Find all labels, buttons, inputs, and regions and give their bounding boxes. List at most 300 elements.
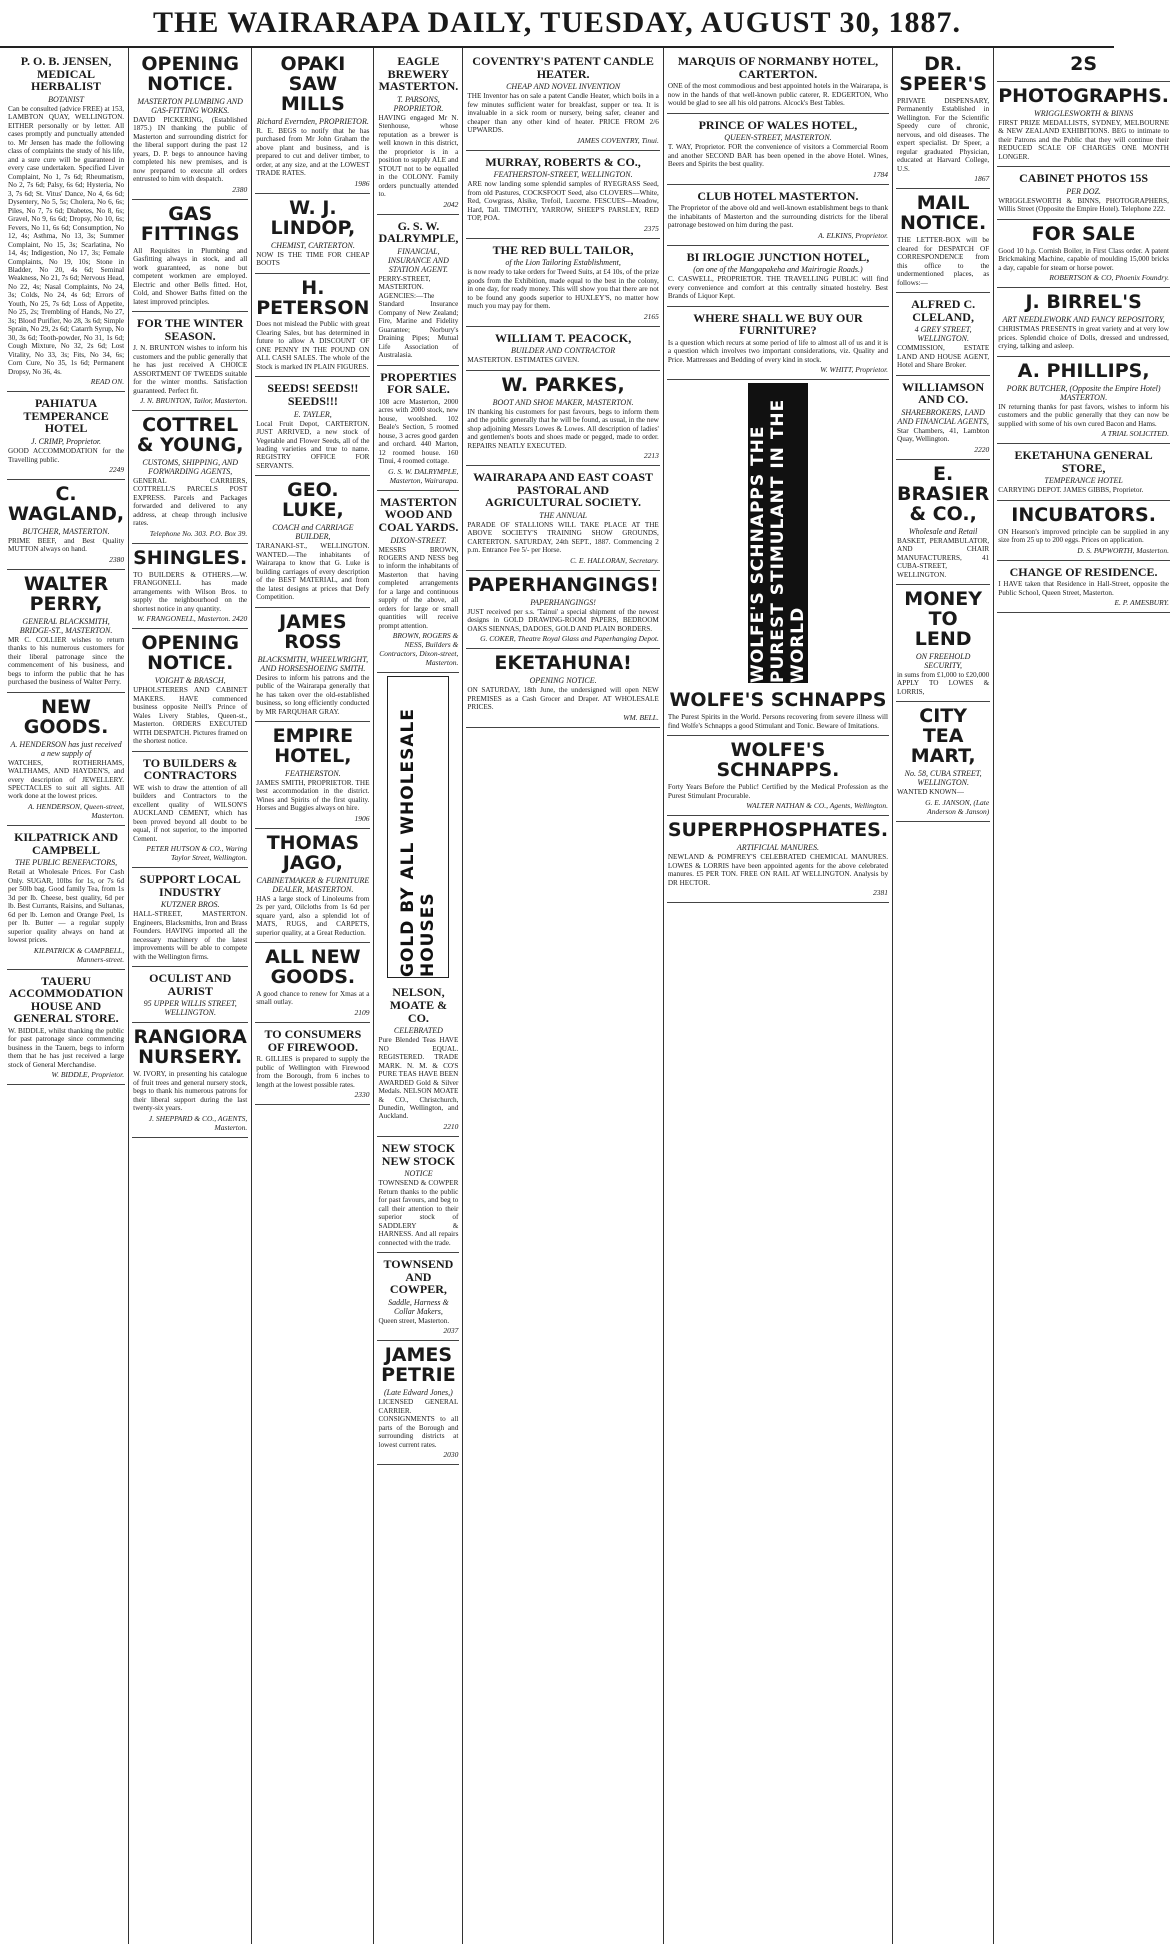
ad-title: WILLIAMSON AND CO.: [902, 379, 985, 407]
ad-title: W. PARKES,: [501, 373, 625, 396]
ad-subtitle: FEATHERSTON.: [284, 768, 341, 778]
ad-body: TARANAKI-ST., WELLINGTON. WANTED.—The inhabitants of Wairarapa to know that G. Luke is building carriages of every description of the BEST MATERIAL, and from the latest designs at prices that Defy Competition.: [256, 542, 370, 602]
ad-meta: A TRIAL SOLICITED.: [1101, 429, 1169, 439]
advertisement: [132, 544, 248, 629]
column-4: [374, 48, 463, 1944]
ad-subtitle: J. CRIMP, Proprietor.: [31, 437, 102, 447]
ad-subtitle: No. 58, CUBA STREET, WELLINGTON.: [904, 769, 982, 788]
ad-title: CLUB HOTEL MASTERTON.: [697, 188, 859, 203]
ad-title: RANGIORA NURSERY.: [133, 1026, 247, 1069]
ad-meta: 2380: [109, 554, 125, 564]
ad-meta: W. WHITT, Proprietor.: [820, 365, 889, 375]
ad-body: IN returning thanks for past favors, wishes to inform his customers and the public generally that they can now be supplied with some of his own cured Bacon and Hams.: [998, 402, 1169, 428]
ad-meta: A. ELKINS, Proprietor.: [818, 230, 889, 240]
ad-title: EMPIRE HOTEL,: [272, 725, 354, 767]
ad-title: P. O. B. JENSEN, MEDICAL HERBALIST: [20, 54, 112, 94]
advertisement: [466, 239, 659, 327]
ad-meta: D. S. PAPWORTH, Masterton.: [1077, 545, 1169, 555]
ad-subtitle: ART NEEDLEWORK AND FANCY REPOSITORY,: [1002, 315, 1165, 325]
ad-subtitle: T. PARSONS, PROPRIETOR.: [393, 94, 444, 113]
ad-body: WE wish to draw the attention of all builders and Contractors to the excellent quality of WILSON'S AUCKLAND CEMENT, which has been proved beyond all doubt to be equal, if not superior, to the imported Cement.: [133, 783, 248, 843]
ad-body: W. BIDDLE, whilst thanking the public for past patronage since commencing business in the Tauern, begs to inform them that he has just received a large stock of General Merchandise.: [8, 1026, 125, 1069]
ad-title: TAUERU ACCOMMODATION HOUSE AND GENERAL STORE.: [8, 973, 124, 1026]
ad-meta: 2042: [443, 199, 459, 209]
ad-title: GAS FITTINGS: [140, 202, 240, 245]
masthead-title: THE WAIRARAPA DAILY, TUESDAY, AUGUST 30, 1887.: [153, 6, 961, 39]
advertisement: [377, 1253, 459, 1341]
ad-subtitle: PAPERHANGINGS!: [530, 597, 596, 607]
column-2: [129, 48, 252, 1944]
column-3: [252, 48, 374, 1944]
ad-meta: 2249: [109, 465, 125, 475]
advertisement: [132, 868, 248, 967]
advertisement: [255, 943, 370, 1023]
ad-meta: PETER HUTSON & CO., Waring Taylor Street, Wellington.: [146, 844, 248, 863]
ad-body: R. E. BEGS to notify that he has purchased from Mr John Graham the above plant and business, and is prepared to cut and deliver timber, to order, at any size, and at the LOWEST TRADE RATES.: [256, 126, 370, 178]
ad-body: MESSRS BROWN, ROGERS AND NESS beg to inform the inhabitants of Masterton that having completed arrangements for a large and continuous supply of the above, all orders for large or small quantities will receive prompt attention.: [378, 545, 459, 630]
ad-subtitle: VOIGHT & BRASCH,: [154, 676, 226, 686]
ad-body: COMMISSION, ESTATE LAND AND HOUSE AGENT, Hotel and Share Broker.: [897, 344, 990, 370]
ad-meta: W. FRANGONELL, Masterton. 2420: [137, 614, 248, 624]
advertisement: [997, 501, 1170, 561]
ad-title: KILPATRICK AND CAMPBELL: [14, 829, 118, 857]
advertisement: [132, 50, 248, 200]
ad-meta: 2037: [443, 1326, 459, 1336]
advertisement: [7, 693, 125, 826]
ad-body: NOW IS THE TIME FOR CHEAP BOOTS: [256, 250, 370, 268]
ad-body: WANTED KNOWN—: [897, 788, 964, 797]
ad-body: T. WAY, Proprietor. FOR the convenience of visitors a Commercial Room and another SECOND BAR has been opened in the above Hotel. Wines, Beers and Spirits the best quality.: [667, 143, 889, 169]
ad-title: FOR SALE: [1031, 222, 1136, 245]
ad-meta: E. P. AMESBURY.: [1114, 598, 1169, 608]
ad-title: FOR THE WINTER SEASON.: [137, 316, 244, 343]
ad-meta: J. N. BRUNTON, Tailor, Masterton.: [139, 396, 248, 406]
ad-title: EKETAHUNA!: [494, 652, 632, 675]
ad-subtitle: QUEEN-STREET, MASTERTON.: [724, 133, 832, 143]
ad-title: 2S: [1070, 53, 1098, 75]
advertisement: [466, 50, 659, 151]
ad-body: IN thanking his customers for past favours, begs to inform them and the public generally that he will be found, as usual, in the new shop adjoining Messrs Lowes & Lowes. All description of ladies' and gentlemen's boots and shoes made or pegged, made to order. REPAIRS NEATLY EXECUTED.: [467, 407, 659, 450]
ad-title: C. WAGLAND,: [8, 483, 125, 525]
ad-subtitle: ARTIFICIAL MANURES.: [736, 843, 819, 853]
ad-subtitle: (on one of the Mangapakeha and Mairirogie Roads.): [693, 265, 863, 275]
advertisement: [255, 829, 370, 943]
ad-meta: G. S. W. DALRYMPLE, Masterton, Wairarapa.: [388, 466, 459, 485]
ad-body: MASTERTON. ESTIMATES GIVEN.: [467, 356, 580, 365]
advertisement: [377, 50, 459, 215]
ad-meta: ROBERTSON & CO, Phoenix Foundry.: [1049, 273, 1169, 283]
ad-body: HAS a large stock of Linoleums from 2s per yard, Oilcloths from 1s 6d per square yard, also a splendid lot of MATS, RUGS, and CARPETS, superior quality, at a Great Reduction.: [256, 894, 370, 937]
ad-body: WATCHES, ROTHERHAMS, WALTHAMS, AND HAYDEN'S, and every description of JEWELLERY. SPECTACLES to suit all sights. All work done at the lowest prices.: [8, 758, 125, 801]
ad-title: NELSON, MOATE & CO.: [389, 985, 448, 1025]
ad-body: ONE of the most commodious and best appointed hotels in the Wairarapa, is now in the hands of that well-known public caterer, R. EDGERTON, Who would be glad to see all his old patrons. Alcock's Best Tables.: [667, 82, 889, 108]
ad-body: CARRYING DEPOT. JAMES GIBBS, Proprietor.: [998, 486, 1144, 495]
ad-body: HALL-STREET, MASTERTON. Engineers, Blacksmiths, Iron and Brass Founders. HAVING imported all the necessary machinery of the latest improvements will be able to compete with the Wellington firms.: [133, 910, 248, 961]
ad-body: Can be consulted (advice FREE) at 153, LAMBTON QUAY, WELLINGTON. EITHER personally or by letter. All cases promptly and punctually attended to. Mr Jensen has made the following class of complaints the study of his life, and a sure cure will be guaranteed in every case undertaken. Specified Liver Complaint, No 1, 7s 6d; Rheumatism, No 2, 7s 6d; Palsy, 6s 6d; Hysteria, No 3, 7s 6d; St. Vitus' Dance, No 4, 6s 6d; Dysentery, No 5, 5s; Cholera, No 6, 6s; Piles, No 7, 7s 6d; Diabetes, No 8, 6s; Gravel, No 9, 6s 6d; Dropsy, No 10, 6s; Fevers, No 11, 6s 6d; Consumption, No 12, 4s; Asthma, No 13, 3s; Summer Complaint, No 15, 3s; Scarlatina, No 14, 4s; Indigestion, No 17, 3s; Female Complaints, No 19, 10s; Stone in Bladder, No 20, 4s 6d; Seminal Weakness, No 21, 7s 6d; Nervous Head, No 22, 4s; Nasal Complaints, No 24, 3s; Colds, No 24, 4s 6d; Errors of Youth, No 25, 7s 6d; Loss of Appetite, No 25, 2s; Trembling of Hands, No 27, 3s; Blood Purifier, No 28, 3s 6d; Simple Sprain, No 29, 2s 6d; Catarrh Syrup, No 30, 3s 6d; Tooth-powder, No 31, 1s 6d; Cough Mixture, No 32, 2s 6d; Lost Vitality, No 33, 3s; Fits, No 34, 6s; Corn Cure, No 35, 1s 6d; Permanent Dropsy, No 36, 4s.: [8, 104, 125, 376]
ad-title: SUPPORT LOCAL INDUSTRY: [139, 872, 241, 899]
ad-body: W. IVORY, in presenting his catalogue of fruit trees and general nursery stock, begs to thank his numerous patrons for their liberal support during the last twenty-six years.: [133, 1070, 248, 1113]
advertisement: [466, 466, 659, 571]
advertisement: [377, 491, 459, 674]
advertisement: [132, 1023, 248, 1137]
ad-subtitle: FEATHERSTON-STREET, WELLINGTON.: [493, 170, 633, 180]
ad-subtitle: MASTERTON PLUMBING AND GAS-FITTING WORKS.: [137, 96, 243, 115]
advertisement: [667, 114, 889, 185]
ad-subtitle: of the Lion Tailoring Establishment,: [505, 258, 621, 268]
advertisement: [667, 307, 889, 381]
ad-title: MONEY TO LEND: [904, 588, 982, 650]
ad-subtitle: CUSTOMS, SHIPPING, AND FORWARDING AGENTS,: [142, 457, 239, 476]
ad-body: All Requisites in Plumbing and Gasfitting always in stock, and all work guaranteed, as none but competent workmen are employed. Electric and other Bells fitted. Hot, Cold, and Shower Baths fitted on the latest improved principles.: [133, 246, 248, 306]
ad-title: WHERE SHALL WE BUY OUR FURNITURE?: [693, 310, 863, 338]
ad-meta: 2330: [354, 1090, 370, 1100]
advertisement: [132, 200, 248, 312]
ad-title: WOLFE'S SCHNAPPS: [669, 689, 887, 712]
ad-title: WOLFE'S SCHNAPPS.: [716, 739, 840, 782]
masthead: [0, 0, 1114, 48]
advertisement: [997, 50, 1170, 82]
ad-body: WRIGGLESWORTH & BINNS, PHOTOGRAPHERS, Willis Street (Opposite the Empire Hotel). Telephone 222.: [998, 196, 1169, 214]
ad-body: The Purest Spirits in the World. Persons recovering from severe illness will find Wolfe's Schnapps a good Stimulant and Tonic. Beware of Imitations.: [667, 713, 889, 730]
ad-subtitle: BLACKSMITH, WHEELWRIGHT, AND HORSESHOEING SMITH.: [257, 654, 369, 673]
advertisement: [377, 1341, 459, 1465]
ad-body: PRIVATE DISPENSARY, Permanently Established in Wellington. For the Scientific Speedy cure of chronic, nervous, and old diseases. The expert specialist. Dr Speer, a regular graduated Physician, educated at Harvard College, U.S.: [897, 96, 990, 173]
column-5: [463, 48, 663, 1944]
ad-subtitle: BUILDER AND CONTRACTOR: [511, 346, 616, 356]
ad-subtitle: CHEAP AND NOVEL INVENTION: [506, 82, 621, 92]
ad-title: H. PETERSON: [256, 276, 370, 319]
ad-title: EAGLE BREWERY MASTERTON.: [378, 54, 459, 94]
ad-body: MR C. COLLIER wishes to return thanks to his numerous customers for their liberal patronage since the commencement of his business, and begs to inform the public that he has purchased the business of Walter Perry.: [8, 635, 125, 687]
ad-body: GOOD ACCOMMODATION for the Travelling public.: [8, 447, 125, 464]
advertisement: [255, 608, 370, 722]
schnapps-band-graphic: [748, 383, 808, 683]
ad-body: TO BUILDERS & OTHERS.—W. FRANGONELL has made arrangements with Wilson Bros. to supply the neighbourhood on the shortest notice in any quantity.: [133, 570, 248, 613]
ad-body: CHRISTMAS PRESENTS in great variety and at very low prices. Splendid choice of Dolls, dressed and undressed, crying, talking and asleep.: [998, 325, 1169, 351]
ad-body: JUST received per s.s. 'Tainui' a special shipment of the newest designs in GOLD DRAWING-ROOM PAPERS, BEDROOM OAKS SIENNAS, DADOES, GOLD AND PLAIN BORDERS.: [467, 607, 659, 633]
advertisement: [132, 967, 248, 1023]
ad-body: is now ready to take orders for Tweed Suits, at £4 10s, of the prize goods from the Exhibition, made equal to the best in the colony, in one day, for ready money. This will show you that there are not to be found any goods superior to HUXLEY'S, no matter how much you may pay for them.: [467, 268, 659, 311]
ad-subtitle: PORK BUTCHER, (Opposite the Empire Hotel) MASTERTON.: [1006, 383, 1161, 402]
advertisement: [255, 1023, 370, 1105]
ad-title: OPAKI SAW MILLS: [280, 53, 346, 115]
ad-subtitle: CHEMIST, CARTERTON.: [270, 240, 355, 250]
ad-title: G. S. W. DALRYMPLE,: [378, 218, 459, 246]
ad-subtitle: BOOT AND SHOE MAKER, MASTERTON.: [492, 397, 634, 407]
column-7: [893, 48, 994, 1944]
ad-title: DR. SPEER'S: [899, 53, 987, 95]
ad-title: MARQUIS OF NORMANBY HOTEL, CARTERTON.: [677, 54, 879, 81]
ad-body: Good 10 h.p. Cornish Boiler, in First Class order. A patent Brickmaking Machine, capable of moulding 15,000 bricks a day, capable for steam or horse power.: [998, 246, 1169, 272]
ad-title: THOMAS JAGO,: [266, 831, 360, 874]
advertisement: [7, 480, 125, 570]
advertisement: [466, 327, 659, 371]
ad-title: J. BIRREL'S: [1025, 291, 1142, 314]
advertisement: [667, 246, 889, 307]
ad-title: OPENING NOTICE.: [141, 53, 239, 95]
advertisement: [997, 167, 1170, 220]
advertisement: [896, 189, 990, 293]
ad-meta: KILPATRICK & CAMPBELL, Manners-street.: [33, 945, 125, 964]
ad-meta: 2213: [643, 451, 659, 461]
advertisement: [667, 736, 889, 816]
advertisement: [997, 288, 1170, 356]
ad-body: Local Fruit Depot, CARTERTON. JUST ARRIVED, a new stock of Vegetable and Flower Seeds, all of the leading varieties and true to name. REGISTRY OFFICE FOR SERVANTS.: [256, 419, 370, 470]
ad-meta: Telephone No. 303. P.O. Box 39.: [149, 528, 248, 538]
ad-body: BASKET, PERAMBULATOR, AND CHAIR MANUFACTURERS, 41 CUBA-STREET, WELLINGTON.: [897, 536, 990, 579]
advertisement: [997, 220, 1170, 288]
ad-meta: G. E. JANSON, (Late Anderson & Janson): [925, 797, 990, 816]
ad-subtitle: KUTZNER BROS.: [160, 900, 220, 910]
ad-body: GENERAL CARRIERS, COTTRELL'S PARCELS POST EXPRESS. Parcels and Packages forwarded and delivered to any address, at cheap through inclusive rates.: [133, 476, 248, 528]
advertisement: [667, 686, 889, 736]
ad-body: TOWNSEND & COWPER Return thanks to the public for past favours, and beg to call their attention to their superior stock of SADDLERY & HARNESS. And all repairs connected with the trade.: [378, 1179, 459, 1247]
ad-title: ALFRED C. CLELAND,: [911, 297, 976, 324]
ad-meta: 2375: [643, 223, 659, 233]
ad-title: W. J. LINDOP,: [270, 196, 356, 239]
advertisement: [466, 649, 659, 727]
advertisement: [7, 570, 125, 693]
ad-title: NEW GOODS.: [23, 695, 109, 738]
advertisement: [896, 585, 990, 702]
ad-subtitle: BUTCHER, MASTERTON.: [22, 526, 110, 536]
ad-body: JAMES SMITH, PROPRIETOR. THE best accommodation in the district. Wines and Spirits of the first quality. Horses and Buggies always on hire.: [256, 778, 370, 813]
advertisement: [466, 151, 659, 239]
ad-title: JAMES PETRIE: [381, 1344, 456, 1387]
ad-subtitle: CELEBRATED: [393, 1026, 443, 1036]
advertisement: [896, 50, 990, 189]
ad-subtitle: BOTANIST: [48, 94, 84, 104]
ad-title: SEEDS! SEEDS!! SEEDS!!!: [267, 381, 359, 408]
ad-subtitle: GENERAL BLACKSMITH, BRIDGE-ST., MASTERTON.: [19, 616, 113, 635]
advertisement: [997, 82, 1170, 167]
advertisement: [896, 460, 990, 585]
ad-body: ARE now landing some splendid samples of RYEGRASS Seed, from old Pastures, COCKSFOOT Seed, also CLOVERS—White, Red, Cowgrass, Alsike, Trefoil, Lucerne. FESCUES—Meadow, Hard, Tall. TIMOTHY, YARROW, SHEEP'S PARSLEY, RED TOP, POA.: [467, 180, 659, 223]
advertisement: [132, 629, 248, 751]
advertisement: [896, 376, 990, 460]
advertisement: [255, 476, 370, 607]
ad-subtitle: 95 UPPER WILLIS STREET, WELLINGTON.: [143, 999, 237, 1018]
ad-body: THE Inventor has on sale a patent Candle Heater, which boils in a few minutes sufficient water for breakfast, supper or tea. It is invaluable in a sick room or nursery, being safer, cleaner and cheaper than any other kind of heater. PRICE FROM 2/6 UPWARDS.: [467, 92, 659, 135]
ad-body: LICENSED GENERAL CARRIER. CONSIGNMENTS to all parts of the Borough and surrounding districts at lowest current rates.: [378, 1398, 459, 1449]
advertisement: [997, 561, 1170, 614]
ad-title: MAIL NOTICE.: [900, 192, 987, 235]
advertisement: [255, 722, 370, 829]
ad-title: SUPERPHOSPHATES.: [667, 819, 889, 842]
ad-body: PERRY-STREET, MASTERTON. AGENCIES:—The Standard Insurance Company of New Zealand; Fire, Marine and Fidelity Guarantee; Norbury's Draining Pipes; Mutual Life Association of Australasia.: [378, 274, 459, 360]
ad-title: SHINGLES.: [133, 546, 248, 569]
ad-title: CABINET PHOTOS 15S: [1019, 171, 1149, 186]
gold-band-text: GOLD BY ALL WHOLESALE HOUSES: [398, 708, 439, 978]
ad-subtitle: PER DOZ.: [1066, 186, 1101, 196]
advertisement: [896, 293, 990, 376]
ad-subtitle: TEMPERANCE HOTEL: [1044, 476, 1123, 486]
ad-title: PROPERTIES FOR SALE.: [380, 369, 457, 397]
advertisement: [667, 50, 889, 114]
ad-title: TOWNSEND AND COWPER,: [383, 1257, 454, 1297]
column-6: [664, 48, 893, 1944]
advertisement: [466, 371, 659, 466]
ad-body: ON SATURDAY, 18th June, the undersigned will open NEW PREMISES as a Cash Grocer and Draper. AT WHOLESALE PRICES.: [467, 686, 659, 712]
ad-meta: 2210: [443, 1121, 459, 1131]
ad-title: MURRAY, ROBERTS & CO.,: [485, 154, 641, 169]
ad-subtitle: (Late Edward Jones,): [384, 1388, 453, 1398]
ad-title: THE RED BULL TAILOR,: [492, 242, 634, 257]
ad-body: HAVING engaged Mr N. Stenhouse, whose reputation as a brewer is well known in this district, the proprietor is in a position to supply ALE and STOUT not to be equalled in the COLONY. Family orders punctually attended to.: [378, 113, 459, 199]
ad-meta: 2381: [873, 888, 889, 898]
ad-body: Forty Years Before the Public! Certified by the Medical Profession as the Purest Stimulant Procurable.: [667, 783, 889, 800]
ad-meta: 2030: [443, 1450, 459, 1460]
ad-body: Pure Blended Teas HAVE NO EQUAL. REGISTERED. TRADE MARK. N. M. & CO'S PURE TEAS HAVE BEEN AWARDED Gold & Silver Medals. NELSON MOATE & CO., Christchurch, Dunedin, Wellington, and Auckland.: [378, 1036, 459, 1121]
advertisement: [7, 970, 125, 1086]
ad-body: PARADE OF STALLIONS WILL TAKE PLACE AT THE ABOVE SOCIETY'S TRAINING SHOW GROUNDS, CARTERTON. SATURDAY, 24th SEPT., 1887. Commencing 2 p.m. Entrance Fee 5/- per Horse.: [467, 520, 659, 555]
ad-body: Is a question which recurs at some period of life to almost all of us and it is a question which involves two important considerations, viz. Quality and Price. Mattresses and Bedding of every kind in stock.: [667, 338, 889, 364]
ad-subtitle: ON FREEHOLD SECURITY,: [915, 651, 971, 670]
ad-body: PRIME BEEF, and Best Quality MUTTON always on hand.: [8, 536, 125, 554]
ad-body: The Proprietor of the above old and well-known establishment begs to thank the inhabitants of Masterton and the surrounding districts for the liberal patronage bestowed on him during the past.: [667, 204, 889, 230]
ad-meta: JAMES COVENTRY, Tinui.: [576, 135, 659, 145]
ad-body: Desires to inform his patrons and the public of the Wairarapa generally that he has taken over the old-established business, so long efficiently conducted by MR FARQUHAR GRAY.: [256, 673, 370, 716]
advertisement: [997, 444, 1170, 501]
ad-title: NEW STOCK NEW STOCK: [381, 1140, 456, 1168]
ad-subtitle: THE ANNUAL: [539, 510, 587, 520]
ad-body: I HAVE taken that Residence in Hall-Street, opposite the Public School, Queen Street, Masterton.: [998, 580, 1169, 597]
ad-body: in sums from £1,000 to £20,000 APPLY TO LOWES & LORRIS,: [897, 670, 990, 696]
advertisement: [377, 1137, 459, 1253]
ad-title: WALTER PERRY,: [23, 572, 109, 615]
ad-title: PAPERHANGINGS!: [467, 573, 659, 596]
advertisement: [7, 50, 125, 392]
ad-meta: 2109: [354, 1007, 370, 1017]
ad-title: WAIRARAPA AND EAST COAST PASTORAL AND AGRICULTURAL SOCIETY.: [473, 470, 654, 510]
advertisement: [132, 312, 248, 411]
ad-body: ON Hearson's improved principle can be supplied in any size from 25 up to 200 eggs. Prices on application.: [998, 527, 1169, 545]
ad-title: TO BUILDERS & CONTRACTORS: [142, 755, 238, 783]
ad-title: PRINCE OF WALES HOTEL,: [698, 117, 858, 132]
advertisement: [7, 826, 125, 970]
ad-meta: 2165: [643, 311, 659, 321]
ad-title: TO CONSUMERS OF FIREWOOD.: [264, 1026, 362, 1054]
ad-meta: READ ON.: [90, 377, 125, 387]
ad-meta: 1986: [354, 178, 370, 188]
ad-meta: W. BIDDLE, Proprietor.: [51, 1070, 125, 1080]
advertisement: [377, 981, 459, 1137]
ad-body: A good chance to renew for Xmas at a small outlay.: [256, 989, 370, 1007]
ad-body: Does not mislead the Public with great Clearing Sales, but has determined in future to allow A DISCOUNT OF ONE PENNY IN THE POUND ON ALL CASH SALES. The whole of the Stock is marked IN PLAIN FIGURES.: [256, 320, 370, 371]
ad-title: A. PHILLIPS,: [1017, 359, 1150, 382]
ad-subtitle: Richard Evernden, PROPRIETOR.: [256, 116, 369, 126]
advertisement: [466, 571, 659, 649]
ad-subtitle: COACH and CARRIAGE BUILDER,: [272, 523, 354, 542]
ad-title: BI IRLOGIE JUNCTION HOTEL,: [686, 249, 870, 264]
ad-body: THE LETTER-BOX will be cleared for DESPATCH OF CORRESPONDENCE from this office to the undermentioned places, as follows:—: [897, 236, 990, 287]
ad-meta: 1784: [873, 169, 889, 179]
advertisement: [255, 194, 370, 274]
ad-subtitle: THE PUBLIC BENEFACTORS,: [14, 858, 118, 868]
ad-title: WILLIAM T. PEACOCK,: [494, 330, 632, 345]
advertisement: [667, 816, 889, 903]
ad-meta: BROWN, ROGERS & NESS, Builders & Contractors, Dixon-street, Masterton.: [379, 631, 459, 668]
ad-subtitle: Wholesale and Retail: [908, 526, 978, 536]
advertisement: [667, 185, 889, 246]
ad-subtitle: FINANCIAL, INSURANCE AND STATION AGENT.: [387, 246, 449, 274]
ad-subtitle: E. TAYLER,: [293, 409, 332, 419]
ad-meta: C. E. HALLORAN, Secretary.: [570, 555, 659, 565]
ad-title: CITY TEA MART,: [910, 705, 976, 768]
ad-title: OPENING NOTICE.: [141, 632, 239, 675]
ad-meta: J. SHEPPARD & CO., AGENTS, Masterton.: [148, 1113, 248, 1132]
ad-meta: WM. BELL.: [623, 712, 659, 722]
ad-title: CHANGE OF RESIDENCE.: [1009, 564, 1158, 579]
ad-subtitle: SHAREBROKERS, LAND AND FINANCIAL AGENTS,: [897, 407, 989, 426]
ad-title: JAMES ROSS: [279, 610, 347, 653]
ad-body: J. N. BRUNTON wishes to inform his customers and the public generally that he has just received A CHOICE ASSORTMENT OF TWEEDS suitable for the winter months. Satisfaction guaranteed. Perfect fit.: [133, 344, 248, 395]
ad-meta: 2220: [974, 444, 990, 454]
ad-body: Star Chambers, 41, Lambton Quay, Wellington.: [897, 426, 990, 444]
column-1: [4, 48, 129, 1944]
ad-body: 108 acre Masterton, 2000 acres with 2000 stock, new house, woolshed. 102 Beale's Section, 5 roomed house, 3 acres good garden and orchard. 440 Marton, 12 roomed house. 160 Tinui, 4 roomed cottage.: [378, 397, 459, 466]
ad-body: NEWLAND & POMFREY'S CELEBRATED CHEMICAL MANURES. LOWES & LORRIS have been appointed agents for the above celebrated manures. £5 PER TON. FREE ON RAIL AT WELLINGTON. Analysis by DR HECTOR.: [667, 853, 889, 887]
ad-meta: 1867: [974, 174, 990, 184]
schnapps-band-text: WOLFE'S SCHNAPPS THE PUREST STIMULANT IN THE WORLD: [747, 399, 808, 684]
ad-subtitle: NOTICE: [404, 1169, 433, 1179]
ad-title: COTTREL & YOUNG,: [136, 414, 244, 457]
ad-title: OCULIST AND AURIST: [149, 971, 232, 998]
column-8: [994, 48, 1173, 1944]
advertisement: [7, 392, 125, 480]
advertisement: [377, 366, 459, 491]
ad-body: Retail at Wholesale Prices. For Cash Only. SUGAR, 10lbs for 1s, or 7s 6d per 50lb bag. Good family Tea, from 1s 3d per lb. Cheese, best quality, 6d per lb. Best Currants, Raisins, and Sultanas, 6d per lb. Lemon and Orange Peel, 1s per lb. Butter — a regular supply superior quality always on hand at lowest prices.: [8, 868, 125, 945]
ad-meta: 1906: [354, 813, 370, 823]
columns-container: [4, 48, 1169, 1944]
ad-title: GEO. LUKE,: [281, 479, 344, 522]
advertisement: [255, 50, 370, 194]
ad-subtitle: A. HENDERSON has just received a new supply of: [10, 739, 122, 758]
ad-title: INCUBATORS.: [1011, 503, 1156, 526]
ad-subtitle: DIXON-STREET.: [390, 535, 447, 545]
ad-body: R. GILLIES is prepared to supply the public of Wellington with Firewood from the Borough, from 6 inches to length at the lowest possible rates.: [256, 1055, 370, 1089]
ad-subtitle: CABINETMAKER & FURNITURE DEALER, MASTERTON.: [256, 875, 370, 894]
ad-subtitle: WRIGGLESWORTH & BINNS: [1034, 108, 1134, 118]
ad-title: MASTERTON WOOD AND COAL YARDS.: [378, 494, 459, 534]
advertisement: [255, 274, 370, 378]
ad-body: UPHOLSTERERS AND CABINET MAKERS. HAVE commenced business opposite Neill's Prince of Wales Livery Stables, Queen-st., Masterton. ORDERS EXECUTED WITH DESPATCH. Pictures framed on the shortest notice.: [133, 686, 248, 746]
ad-body: Queen street, Masterton.: [378, 1316, 450, 1325]
advertisement: [132, 752, 248, 869]
ad-body: FIRST PRIZE MEDALLISTS, SYDNEY, MELBOURNE & NEW ZEALAND EXHIBITIONS. BEG to intimate to their Patrons and the Public that they will continue their REDUCED SCALE OF CHARGES ONE MONTH LONGER.: [998, 118, 1169, 161]
ad-title: COVENTRY'S PATENT CANDLE HEATER.: [472, 54, 654, 81]
ad-meta: 2380: [232, 184, 248, 194]
ad-body: DAVID PICKERING, (Established 1875.) IN thanking the public of Masterton and surrounding district for the liberal support during the past 12 years, D. P. begs to announce having completed his new premises, and is now prepared to execute all orders entrusted to him with despatch.: [133, 115, 248, 184]
ad-title: ALL NEW GOODS.: [265, 946, 361, 989]
gold-band-graphic: [387, 676, 449, 978]
ad-meta: A. HENDERSON, Queen-street, Masterton.: [27, 801, 125, 820]
advertisement: [997, 357, 1170, 444]
ad-title: E. BRASIER & CO.,: [897, 462, 990, 525]
advertisement: [896, 702, 990, 821]
ad-title: EKETAHUNA GENERAL STORE,: [1014, 448, 1153, 475]
ad-subtitle: OPENING NOTICE.: [529, 676, 597, 686]
advertisement: [377, 215, 459, 366]
advertisement: [255, 377, 370, 476]
ad-body: C. CASWELL, PROPRIETOR. THE TRAVELLING PUBLIC will find every convenience and comfort at this centrally situated hostelry. Best Brands of Liquor Kept.: [667, 275, 889, 301]
ad-subtitle: Saddle, Harness & Collar Makers,: [388, 1297, 449, 1316]
ad-subtitle: 4 GREY STREET, WELLINGTON.: [914, 325, 972, 344]
advertisement: [132, 411, 248, 544]
ad-meta: WALTER NATHAN & CO., Agents, Wellington.: [746, 801, 889, 811]
ad-title: PHOTOGRAPHS.: [998, 84, 1169, 107]
ad-title: PAHIATUA TEMPERANCE HOTEL: [23, 396, 109, 436]
